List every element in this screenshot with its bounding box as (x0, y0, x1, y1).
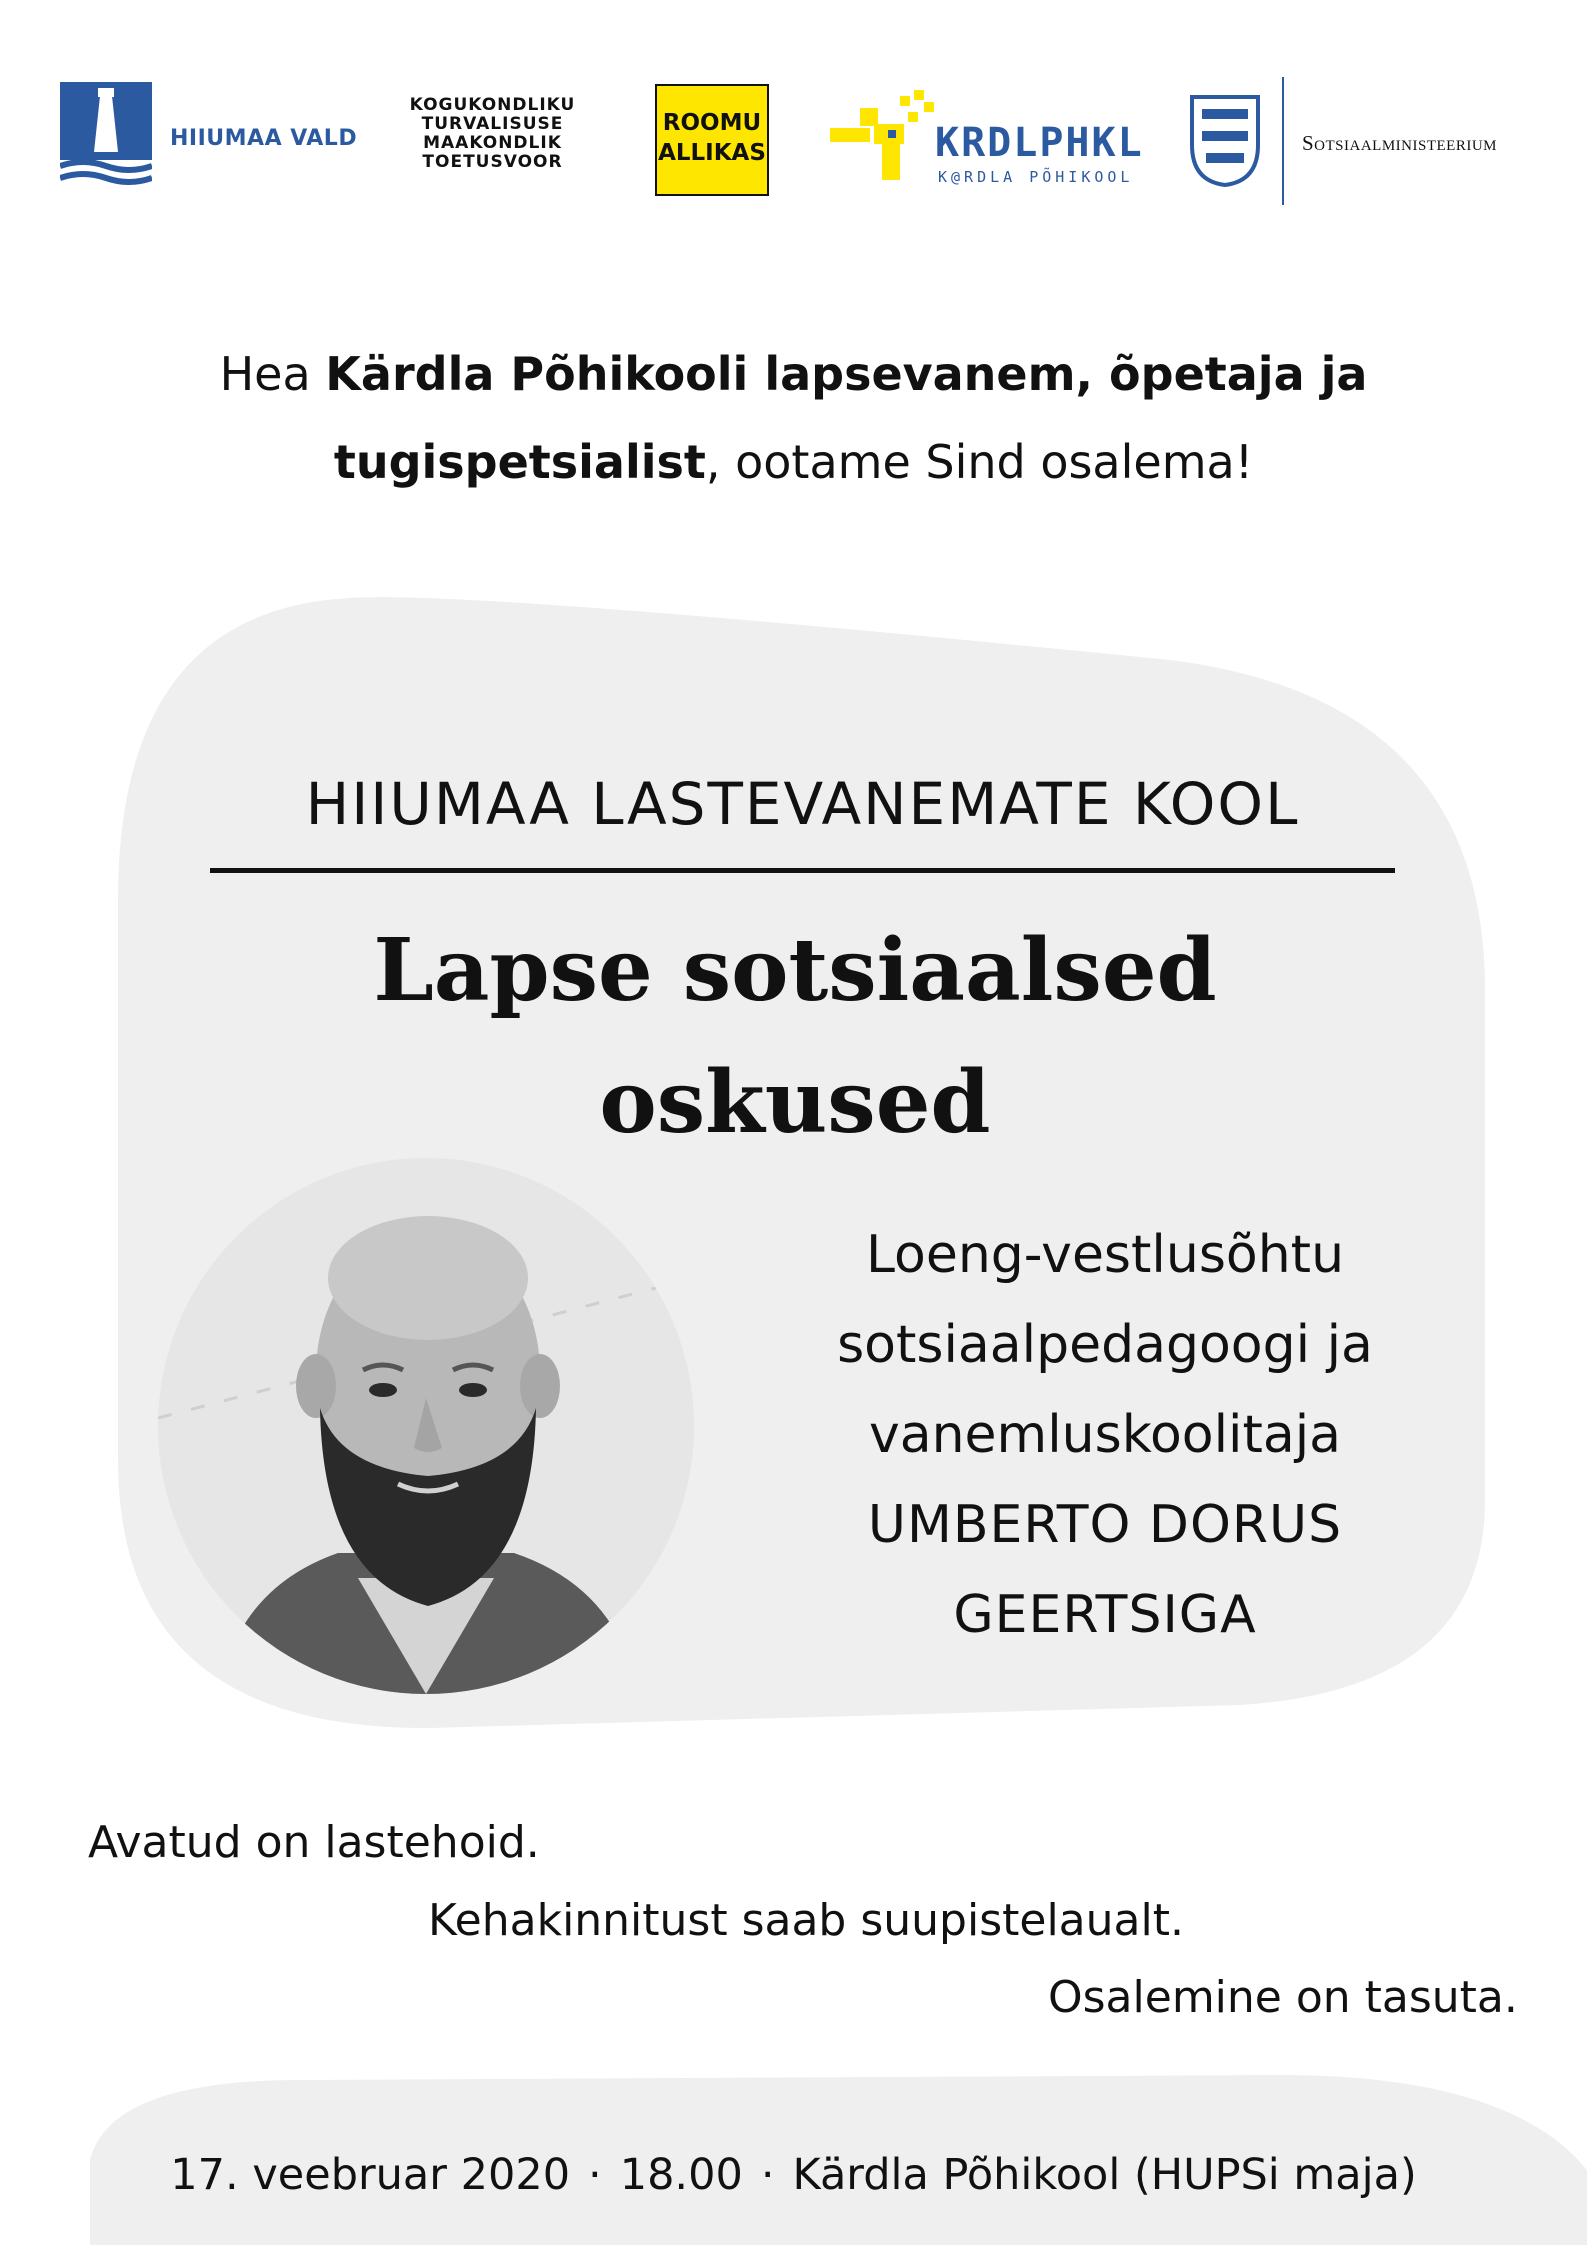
lecture-line-2: sotsiaalpedagoogi ja (837, 1315, 1373, 1375)
kogukondliku-line: TURVALISUSE (421, 114, 564, 134)
event-details-footer (0, 2150, 1587, 2200)
logo-divider (1282, 77, 1284, 205)
estonian-coat-of-arms-icon (1190, 95, 1260, 187)
event-title-line-2: oskused (599, 1052, 991, 1153)
separator-dot: · (760, 2150, 775, 2200)
event-date: 17. veebruar 2020 (170, 2150, 571, 2200)
lecture-description (790, 1210, 1420, 1660)
childcare-note: Avatud on lastehoid. (88, 1817, 540, 1868)
lecture-line-1: Loeng-vestlusõhtu (865, 1225, 1345, 1285)
greeting-bold: tugispetsialist (333, 435, 706, 489)
hiiumaa-vald-text: HIIUMAA VALD (170, 126, 358, 151)
greeting-line-1 (0, 330, 1587, 418)
kogukondliku-line: TOETUSVOOR (422, 152, 563, 172)
event-title (250, 905, 1340, 1169)
speaker-portrait (158, 1158, 694, 1694)
greeting-text (0, 330, 1587, 506)
kogukondliku-line: KOGUKONDLIKU (409, 95, 576, 115)
kardla-wordmark: KRDLPHKL (935, 120, 1144, 166)
speaker-name-line-1: UMBERTO DORUS (867, 1495, 1343, 1555)
kardla-subtitle: K@RDLA PÕHIKOOL (938, 168, 1134, 186)
snacks-note: Kehakinnitust saab suupistelaualt. (428, 1895, 1184, 1946)
event-time: 18.00 (619, 2150, 743, 2200)
ministry-name: Sotsiaalministeerium (1302, 131, 1497, 155)
free-admission-note: Osalemine on tasuta. (1048, 1972, 1518, 2023)
kardla-pohikool-logo (830, 88, 1150, 198)
pixel-bird-icon (830, 88, 940, 198)
series-underline (210, 868, 1395, 873)
event-title-line-1: Lapse sotsiaalsed (373, 920, 1217, 1021)
greeting-line-2 (0, 418, 1587, 506)
allikas-line: ALLIKAS (658, 140, 766, 166)
kogukondliku-logo (385, 96, 600, 172)
hiiumaa-vald-logo (60, 82, 360, 192)
separator-dot: · (588, 2150, 602, 2200)
speaker-photo (158, 1158, 694, 1694)
lighthouse-icon (60, 82, 152, 190)
greeting-plain: Hea (219, 347, 326, 401)
greeting-plain: , ootame Sind osalema! (705, 435, 1254, 489)
greeting-bold: Kärdla Põhikooli lapsevanem, õpetaja ja (325, 347, 1368, 401)
series-title: HIIUMAA LASTEVANEMATE KOOL (305, 770, 1300, 838)
event-place: Kärdla Põhikool (HUPSi maja) (792, 2150, 1417, 2200)
sotsiaalministeerium-logo (1190, 75, 1550, 205)
lecture-line-3: vanemluskoolitaja (868, 1405, 1342, 1465)
roomu-allikas-logo (655, 84, 769, 196)
speaker-name-line-2: GEERTSIGA (953, 1585, 1257, 1645)
roomu-line: ROOMU (662, 110, 762, 136)
kogukondliku-line: MAAKONDLIK (423, 133, 562, 153)
